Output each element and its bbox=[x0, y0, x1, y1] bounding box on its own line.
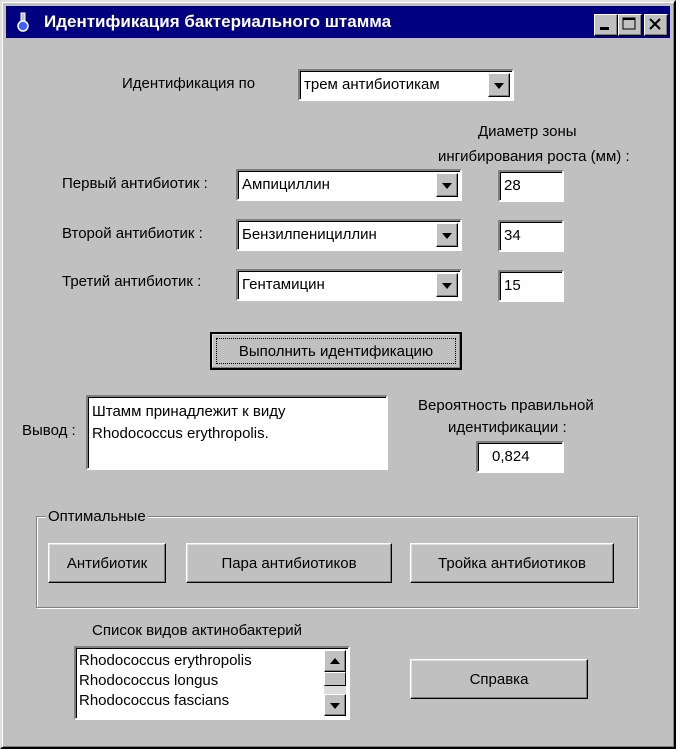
antibiotic-1-select[interactable] bbox=[236, 169, 462, 201]
minimize-icon bbox=[595, 15, 615, 33]
maximize-button[interactable] bbox=[618, 14, 642, 36]
chevron-down-icon[interactable] bbox=[488, 73, 510, 97]
antibiotic-2-diameter-input[interactable] bbox=[498, 220, 564, 252]
probability-label-line1: Вероятность правильной bbox=[418, 397, 594, 414]
identification-mode-value: трем антибиотикам bbox=[304, 76, 440, 93]
window-title: Идентификация бактериального штамма bbox=[44, 12, 392, 31]
maximize-icon bbox=[619, 15, 639, 33]
list-item[interactable]: Rhodococcus fascians bbox=[79, 692, 230, 709]
optimal-groupbox-title: Оптимальные bbox=[48, 508, 146, 525]
optimal-pair-button[interactable]: Пара антибиотиков bbox=[186, 543, 392, 583]
close-button[interactable] bbox=[644, 14, 668, 36]
species-list-label: Список видов актинобактерий bbox=[92, 622, 303, 639]
scroll-thumb[interactable] bbox=[324, 672, 346, 686]
probability-field[interactable] bbox=[476, 441, 564, 473]
antibiotic-1-label: Первый антибиотик : bbox=[62, 175, 208, 192]
optimal-antibiotic-button[interactable]: Антибиотик bbox=[48, 543, 166, 583]
antibiotic-1-diameter-input[interactable] bbox=[498, 170, 564, 202]
species-listbox[interactable] bbox=[74, 646, 350, 720]
antibiotic-2-diameter-value: 34 bbox=[504, 227, 521, 244]
antibiotic-2-label: Второй антибиотик : bbox=[62, 225, 203, 242]
run-identification-button[interactable] bbox=[210, 332, 462, 370]
flask-icon bbox=[12, 11, 34, 33]
antibiotic-2-select[interactable] bbox=[236, 219, 462, 251]
antibiotic-3-select[interactable] bbox=[236, 269, 462, 301]
help-button[interactable]: Справка bbox=[410, 659, 588, 699]
output-line2: Rhodococcus erythropolis. bbox=[92, 425, 269, 442]
identification-label: Идентификация по bbox=[122, 75, 256, 92]
close-icon bbox=[645, 15, 665, 33]
run-identification-label: Выполнить идентификацию bbox=[238, 342, 434, 360]
species-scrollbar[interactable] bbox=[324, 650, 346, 716]
chevron-down-icon[interactable] bbox=[436, 273, 458, 297]
output-label: Вывод : bbox=[22, 422, 76, 439]
antibiotic-1-value: Ампициллин bbox=[242, 176, 330, 193]
output-textarea[interactable] bbox=[86, 395, 388, 470]
diameter-header-line1: Диаметр зоны bbox=[478, 123, 577, 140]
antibiotic-3-diameter-input[interactable] bbox=[498, 270, 564, 302]
scroll-up-icon[interactable] bbox=[324, 650, 346, 672]
antibiotic-3-diameter-value: 15 bbox=[504, 277, 521, 294]
identification-mode-select[interactable] bbox=[298, 69, 514, 101]
probability-label-line2: идентификации : bbox=[448, 419, 567, 436]
chevron-down-icon[interactable] bbox=[436, 173, 458, 197]
antibiotic-2-value: Бензилпенициллин bbox=[242, 226, 377, 243]
title-bar[interactable] bbox=[6, 6, 670, 38]
minimize-button[interactable] bbox=[594, 14, 618, 36]
antibiotic-3-label: Третий антибиотик : bbox=[62, 273, 202, 290]
diameter-header-line2: ингибирования роста (мм) : bbox=[438, 148, 630, 165]
scroll-down-icon[interactable] bbox=[324, 694, 346, 716]
optimal-triple-button[interactable]: Тройка антибиотиков bbox=[410, 543, 614, 583]
antibiotic-1-diameter-value: 28 bbox=[504, 177, 521, 194]
output-line1: Штамм принадлежит к виду bbox=[92, 403, 286, 420]
chevron-down-icon[interactable] bbox=[436, 223, 458, 247]
antibiotic-3-value: Гентамицин bbox=[242, 276, 325, 293]
probability-value: 0,824 bbox=[492, 448, 530, 465]
list-item[interactable]: Rhodococcus erythropolis bbox=[79, 652, 252, 669]
list-item[interactable]: Rhodococcus longus bbox=[79, 672, 219, 689]
